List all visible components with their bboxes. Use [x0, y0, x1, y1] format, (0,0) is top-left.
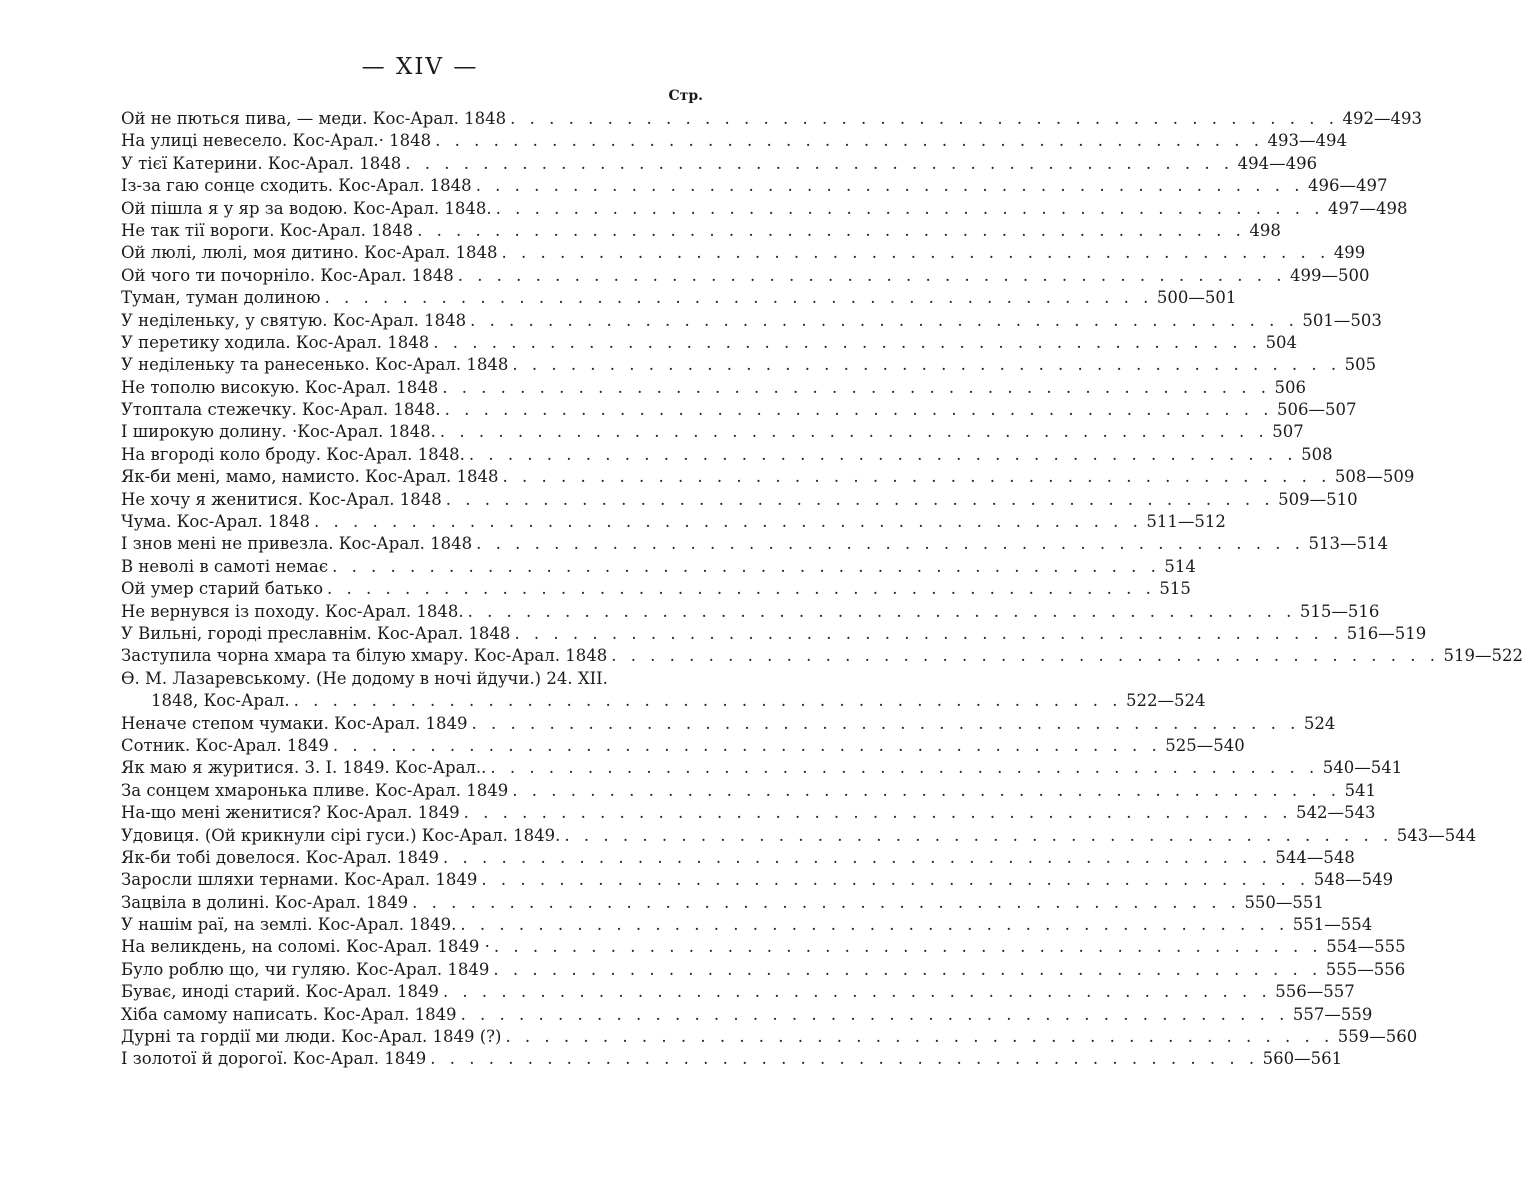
toc-entry-pages: 542—543 — [1295, 803, 1376, 823]
toc-entry — [121, 601, 1380, 623]
toc-entry-pages: 506—507 — [1276, 400, 1357, 420]
toc-entry — [121, 668, 721, 690]
dot-leader — [508, 354, 1340, 376]
toc-entry-pages: 494—496 — [1237, 153, 1318, 173]
table-of-contents — [121, 108, 1524, 1071]
dot-leader — [454, 265, 1286, 287]
toc-entry-pages: 522—524 — [1125, 691, 1206, 711]
dot-leader — [442, 489, 1274, 511]
toc-entry-pages: 493—494 — [1267, 131, 1347, 151]
dot-leader — [464, 601, 1296, 623]
dot-leader — [431, 130, 1263, 152]
toc-entry-title: Не вернувся із походу. Кос-Арал. 1848. — [121, 601, 464, 621]
toc-entry-pages: 511—512 — [1146, 512, 1226, 532]
toc-entry — [121, 780, 1377, 802]
toc-entry — [121, 713, 1336, 735]
dot-leader — [468, 713, 1300, 735]
toc-entry-pages: 519—522 — [1443, 646, 1524, 666]
dot-leader — [456, 914, 1288, 936]
dot-leader — [497, 242, 1329, 264]
toc-entry — [121, 310, 1382, 332]
toc-entry-title: Ѳ. М. Лазаревському. (Не додому в ночі йдучи.) 24. XII. — [121, 668, 608, 688]
toc-entry — [121, 533, 1388, 555]
toc-entry — [121, 847, 1355, 869]
toc-entry — [121, 690, 1206, 712]
toc-entry — [121, 108, 1422, 130]
toc-entry-title: Хіба самому написать. Кос-Арал. 1849 — [121, 1004, 457, 1024]
toc-entry — [121, 511, 1226, 533]
toc-entry-title: В неволі в самоті немає — [121, 556, 329, 576]
toc-entry-title: У Вильні, городі преславнім. Кос-Арал. 1848 — [121, 623, 511, 643]
page-number-header: — XIV — — [361, 54, 479, 80]
dot-leader — [408, 892, 1240, 914]
dot-leader — [441, 399, 1273, 421]
toc-entry-pages: 513—514 — [1308, 534, 1388, 554]
toc-entry-title: Удовиця. (Ой крикнули сірі гуси.) Кос-Арал. 1849. — [121, 825, 561, 845]
dot-leader — [472, 175, 1304, 197]
toc-entry — [121, 198, 1408, 220]
toc-entry-title: 1848, Кос-Арал. — [151, 691, 290, 711]
dot-leader — [607, 645, 1439, 667]
toc-entry-pages: 500—501 — [1156, 288, 1237, 308]
toc-entry-title: Буває, иноді старий. Кос-Арал. 1849 — [121, 982, 439, 1002]
toc-entry-title: У нашім раї, на землі. Кос-Арал. 1849. — [121, 915, 457, 935]
toc-entry-pages: 524 — [1303, 713, 1336, 733]
dot-leader — [506, 108, 1338, 130]
toc-entry — [121, 130, 1347, 152]
dot-leader — [439, 981, 1271, 1003]
toc-entry-title: На великдень, на соломі. Кос-Арал. 1849 · — [121, 937, 490, 957]
toc-entry-pages: 509—510 — [1278, 489, 1358, 509]
toc-entry-title: Сотник. Кос-Арал. 1849 — [121, 735, 329, 755]
toc-entry-pages: 514 — [1164, 556, 1196, 576]
dot-leader — [457, 1004, 1289, 1026]
toc-entry-pages: 557—559 — [1292, 1004, 1373, 1024]
toc-entry — [121, 377, 1307, 399]
dot-leader — [413, 220, 1245, 242]
toc-entry-title: На улиці невесело. Кос-Арал.· 1848 — [121, 131, 432, 151]
toc-entry-pages: 540—541 — [1322, 758, 1403, 778]
toc-entry-pages: 508 — [1301, 444, 1333, 464]
toc-entry — [121, 981, 1355, 1003]
toc-entry-pages: 515—516 — [1299, 601, 1380, 621]
toc-entry-pages: 555—556 — [1325, 959, 1406, 979]
toc-entry-title: І знов мені не привезла. Кос-Арал. 1848 — [121, 534, 473, 554]
toc-entry-title: Як-би мені, мамо, намисто. Кос-Арал. 1848 — [121, 467, 499, 487]
toc-entry — [121, 802, 1376, 824]
dot-leader — [490, 936, 1322, 958]
toc-entry-title: У неділеньку та ранесенько. Кос-Арал. 1848 — [121, 355, 509, 375]
toc-entry-pages: 505 — [1344, 355, 1377, 375]
toc-entry-title: Ой умер старий батько — [121, 579, 324, 599]
toc-entry-pages: 492—493 — [1342, 109, 1422, 128]
toc-entry-title: Неначе степом чумаки. Кос-Арал. 1849 — [121, 713, 468, 733]
dot-leader — [499, 466, 1331, 488]
toc-entry-title: У неділеньку, у святую. Кос-Арал. 1848 — [121, 310, 467, 330]
toc-entry — [121, 175, 1388, 197]
dot-leader — [466, 310, 1298, 332]
toc-entry-title: Як маю я журитися. 3. І. 1849. Кос-Арал.. — [121, 758, 487, 778]
toc-entry — [121, 892, 1324, 914]
dot-leader — [465, 444, 1297, 466]
toc-entry-pages: 541 — [1344, 780, 1377, 800]
toc-entry-title: Заступила чорна хмара та білую хмару. Кос-Арал. 1848 — [121, 646, 608, 666]
toc-entry — [121, 914, 1373, 936]
dot-leader — [329, 735, 1161, 757]
toc-entry-pages: 499 — [1333, 243, 1366, 263]
toc-entry-pages: 544—548 — [1275, 847, 1355, 867]
toc-entry — [121, 1048, 1343, 1070]
toc-entry-title: У перетику ходила. Кос-Арал. 1848 — [121, 332, 430, 352]
toc-entry-pages: 543—544 — [1396, 825, 1477, 845]
dot-leader — [492, 198, 1324, 220]
dot-leader — [429, 332, 1261, 354]
toc-entry — [121, 489, 1358, 511]
dot-leader — [472, 533, 1304, 555]
toc-entry — [121, 399, 1357, 421]
toc-entry-pages: 525—540 — [1165, 735, 1245, 755]
dot-leader — [508, 780, 1340, 802]
dot-leader — [489, 959, 1321, 981]
toc-entry — [121, 645, 1524, 667]
dot-leader — [426, 1048, 1258, 1070]
dot-leader — [328, 556, 1160, 578]
toc-entry — [121, 869, 1394, 891]
toc-entry-pages: 548—549 — [1313, 870, 1394, 890]
toc-entry-pages: 554—555 — [1326, 937, 1406, 957]
toc-entry-title: І золотої й дорогої. Кос-Арал. 1849 — [121, 1049, 427, 1069]
dot-leader — [323, 578, 1155, 600]
toc-entry — [121, 220, 1281, 242]
dot-leader — [321, 287, 1153, 309]
dot-leader — [310, 511, 1142, 533]
toc-entry-pages: 499—500 — [1290, 265, 1370, 285]
toc-entry-title: Не хочу я женитися. Кос-Арал. 1848 — [121, 489, 442, 509]
toc-entry — [121, 1026, 1418, 1048]
toc-entry — [121, 757, 1403, 779]
toc-entry-title: Туман, туман долиною — [121, 288, 321, 308]
toc-entry — [121, 265, 1370, 287]
toc-entry-title: На вгороді коло броду. Кос-Арал. 1848. — [121, 444, 465, 464]
toc-entry — [121, 287, 1237, 309]
toc-entry — [121, 153, 1318, 175]
toc-entry-pages: 551—554 — [1292, 915, 1373, 935]
toc-entry-pages: 559—560 — [1337, 1027, 1418, 1047]
toc-entry — [121, 1004, 1373, 1026]
toc-entry-pages: 515 — [1159, 579, 1191, 599]
toc-entry-pages: 497—498 — [1327, 198, 1408, 218]
toc-entry — [121, 825, 1477, 847]
toc-entry — [121, 466, 1415, 488]
toc-entry-title: Зацвіла в долині. Кос-Арал. 1849 — [121, 892, 409, 912]
toc-entry-pages: 550—551 — [1244, 892, 1324, 912]
toc-entry-title: Було роблю що, чи гуляю. Кос-Арал. 1849 — [121, 959, 490, 979]
toc-entry-pages: 501—503 — [1302, 310, 1382, 330]
toc-entry-title: Ой не пються пива, — меди. Кос-Арал. 1848 — [121, 109, 507, 128]
toc-entry — [121, 959, 1406, 981]
toc-entry-title: І широкую долину. ·Кос-Арал. 1848. — [121, 422, 436, 442]
toc-entry-title: Ой чого ти почорніло. Кос-Арал. 1848 — [121, 265, 454, 285]
toc-entry-pages: 496—497 — [1308, 176, 1388, 196]
toc-entry-title: Не так тії вороги. Кос-Арал. 1848 — [121, 220, 414, 240]
dot-leader — [436, 421, 1268, 443]
toc-entry-title: Дурні та гордії ми люди. Кос-Арал. 1849 (?) — [121, 1027, 502, 1047]
toc-entry-pages: 498 — [1249, 220, 1281, 240]
toc-entry-title: Утоптала стежечку. Кос-Арал. 1848. — [121, 400, 441, 420]
toc-entry — [121, 578, 1191, 600]
toc-entry-title: Із-за гаю сонце сходить. Кос-Арал. 1848 — [121, 176, 472, 196]
toc-entry — [121, 242, 1366, 264]
dot-leader — [438, 377, 1270, 399]
toc-entry — [121, 556, 1196, 578]
toc-entry-pages: 560—561 — [1262, 1049, 1343, 1069]
toc-entry-pages: 556—557 — [1275, 982, 1355, 1002]
toc-entry — [121, 444, 1333, 466]
toc-entry-title: За сонцем хмаронька пливе. Кос-Арал. 1849 — [121, 780, 509, 800]
dot-leader — [439, 847, 1271, 869]
toc-entry-title: Не тополю високую. Кос-Арал. 1848 — [121, 377, 439, 397]
pages-column-label: Стр. — [668, 88, 703, 104]
dot-leader — [486, 757, 1318, 779]
toc-entry — [121, 421, 1304, 443]
toc-entry-pages: 508—509 — [1334, 467, 1415, 487]
dot-leader — [560, 825, 1392, 847]
toc-entry-title: Ой люлі, люлі, моя дитино. Кос-Арал. 1848 — [121, 243, 498, 263]
toc-entry-pages: 507 — [1272, 422, 1304, 442]
toc-entry-pages: 504 — [1265, 332, 1298, 352]
toc-entry-title: Чума. Кос-Арал. 1848 — [121, 512, 311, 532]
toc-entry-title: Ой пішла я у яр за водою. Кос-Арал. 1848. — [121, 198, 492, 218]
dot-leader — [290, 690, 1122, 712]
toc-entry-title: На-що мені женитися? Кос-Арал. 1849 — [121, 803, 460, 823]
toc-entry — [121, 936, 1406, 958]
dot-leader — [401, 153, 1233, 175]
dot-leader — [510, 623, 1342, 645]
toc-entry — [121, 354, 1377, 376]
toc-entry-pages: 516—519 — [1346, 623, 1427, 643]
toc-entry — [121, 623, 1427, 645]
toc-entry — [121, 735, 1245, 757]
toc-entry-title: Як-би тобі довелося. Кос-Арал. 1849 — [121, 847, 439, 867]
dot-leader — [460, 802, 1292, 824]
dot-leader — [477, 869, 1309, 891]
dot-leader — [501, 1026, 1333, 1048]
toc-entry-pages: 506 — [1274, 377, 1307, 397]
toc-entry-title: Заросли шляхи тернами. Кос-Арал. 1849 — [121, 870, 478, 890]
toc-entry — [121, 332, 1298, 354]
toc-entry-title: У тієї Катерини. Кос-Арал. 1848 — [121, 153, 402, 173]
